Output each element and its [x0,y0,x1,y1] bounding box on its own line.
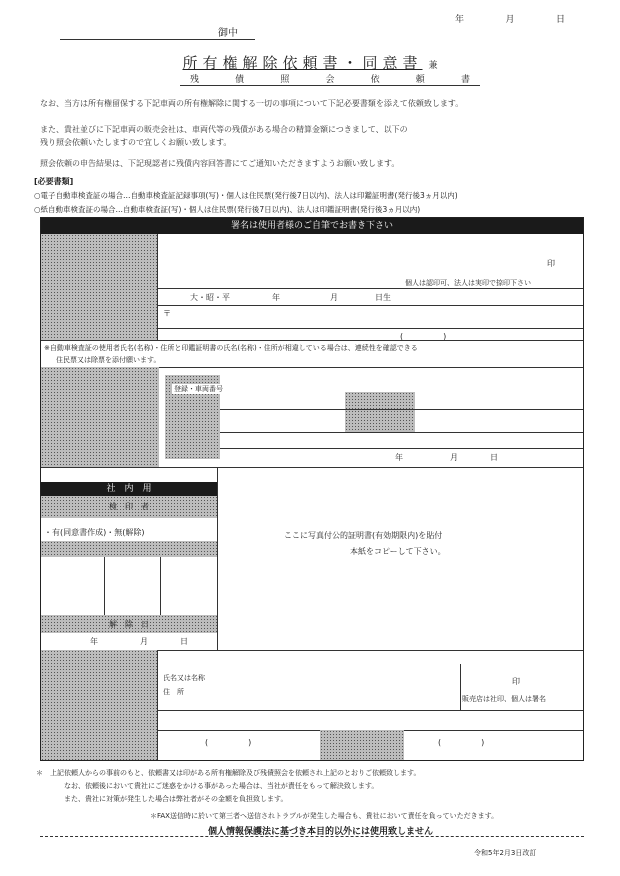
col-divider [157,234,158,340]
row-divider [220,432,583,433]
fax-note: ＊FAX送信時に於いて第三者へ送信されトラブルが発生した場合も、貴社において責任を負っていただきます。 [150,812,499,820]
title-suffix: 兼 [428,61,438,71]
date-month-label: 月 [505,15,515,25]
title-subtitle [180,72,480,86]
subtitle-char: 書 [460,75,470,85]
requester-note: 販売店は社印、個人は署名 [462,695,546,703]
birth-year: 年 [272,293,280,302]
col-divider [157,650,158,760]
date-header [455,12,565,25]
vehicle-date-year: 年 [395,453,403,462]
company-use-header: 社 内 用 [41,482,217,496]
vehicle-date-month: 月 [450,453,458,462]
footer-note-2: なお、依頼後において貴社にご迷惑をかける事があった場合は、当社が責任をもって解決致します。 [64,782,379,790]
requirement-item: ○電子自動車検査証の場合…自動車検査証記録事項(写)・個人は住民票(発行後7日以内)、法人は印鑑証明書(発行後3ヵ月以内) [34,191,458,200]
date-day-label: 日 [555,15,565,25]
vehicle-reg-label: 登録・車両番号 [174,385,223,393]
row-divider [157,710,583,711]
requester-phone-2[interactable]: ( ) [438,738,485,747]
decision-year: 年 [90,637,98,646]
row-divider [41,467,583,468]
row-divider [220,448,583,449]
revision-date: 令和5年2月3日改訂 [474,849,537,857]
company-section-label [41,541,217,557]
requester-address-hint: 住 所 [163,688,184,696]
subtitle-char: 頼 [415,75,425,85]
birth-day: 日生 [375,293,391,302]
note-line-1: ※自動車検査証の使用者氏名(名称)・住所と印鑑証明書の氏名(名称)・住所が相違している場合は、連続性を確認できる [44,344,418,352]
vehicle-date-day: 日 [490,453,498,462]
footer-note-1: ＊ 上記依頼人からの事前のもと、依頼書又は印がある所有権解除及び残債照会を依頼され上記のとおりご依頼致します。 [36,769,421,777]
date-year-label: 年 [455,15,465,25]
requester-phone-label [320,730,404,760]
intro-paragraph-1: なお、当方は所有権留保する下記車両の所有権解除に関する一切の事項について下記必要書類を添えて依頼致します。 [40,99,464,108]
page-title [0,52,620,73]
requirements-heading: [必要書類] [34,177,74,186]
signature-header: 署名は使用者様のご自筆でお書き下さい [41,218,583,234]
subtitle-char: 残 [190,75,200,85]
user-label-column [41,234,157,340]
col-divider [217,467,218,650]
vehicle-label-column [41,367,159,467]
subtitle-char: 債 [235,75,245,85]
company-sub-label: 検 印 者 [109,502,149,511]
decision-label: 解 除 日 [109,620,149,629]
footer-note-3: また、貴社に対策が発生した場合は弊社者がその金額を負担致します。 [64,795,288,803]
decision-day: 日 [180,637,188,646]
intro-paragraph-4: 照会依頼の申告結果は、下記現認者に残債内容回答書にてご通知いただきますようお願い致します。 [40,159,400,168]
row-divider [220,409,583,410]
seal-note: 個人は認印可、法人は実印で捺印下さい [405,279,531,287]
subtitle-char: 会 [325,75,335,85]
requirement-item: ○紙自動車検査証の場合…自動車検査証(写)・個人は住民票(発行後7日以内)、法人は印鑑証明書(発行後3ヵ月以内) [34,205,421,214]
phone-field[interactable]: ( ) [400,332,447,341]
vehicle-right-label [345,392,415,432]
photo-instruction-1: ここに写真付公的証明書(有効期限内)を貼付 [284,531,443,540]
cut-line [40,836,584,837]
col-divider [160,557,161,615]
title-main: 所有権解除依頼書・同意書 [182,54,423,72]
col-divider [104,557,105,615]
subtitle-char: 依 [370,75,380,85]
postal-mark: 〒 [163,309,171,318]
birth-month: 月 [330,293,338,302]
row-divider [157,305,583,306]
intro-paragraph-2: また、貴社並びに下記車両の販売会社は、車両代等の残債がある場合の精算金額につきまして、以下の [40,125,408,134]
note-line-2: 住民票又は除票を添付願います。 [56,356,161,364]
decision-month: 月 [140,637,148,646]
row-divider [157,288,583,289]
seal-mark: 印 [547,259,555,268]
intro-paragraph-3: 残り照会依頼いたしますので宜しくお願い致します。 [40,138,232,147]
privacy-note: 個人情報保護法に基づき本目的以外には使用致しません [208,827,434,837]
row-divider [157,328,583,329]
presence-option[interactable]: ・有(同意書作成)・無(解除) [44,528,145,537]
subtitle-char: 照 [280,75,290,85]
col-divider [460,664,461,710]
row-divider [41,340,583,341]
requester-name-hint: 氏名又は名称 [163,674,205,682]
birth-era: 大・昭・平 [190,293,230,302]
requester-seal: 印 [512,677,520,686]
addressee-suffix: 御中 [218,28,238,39]
photo-instruction-2: 本紙をコピーして下さい。 [350,547,446,556]
requester-label-column [41,650,157,760]
requester-phone[interactable]: ( ) [205,738,252,747]
